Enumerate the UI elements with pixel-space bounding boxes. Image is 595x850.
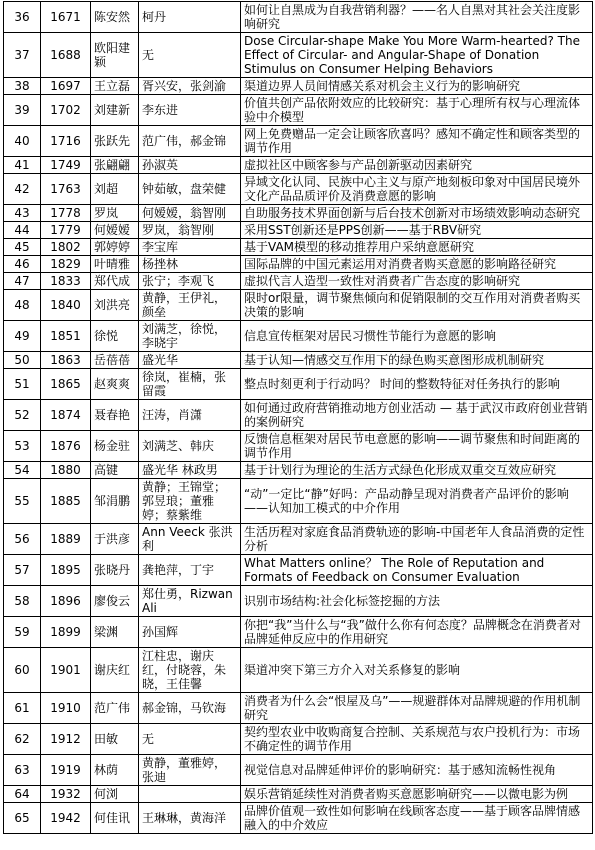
table-row (4, 755, 593, 786)
coauthors-cell (139, 786, 241, 803)
table-row (4, 33, 593, 78)
author-cell: 刘建新 (91, 95, 139, 126)
title-cell: 渠道边界人员间情感关系对机会主义行为的影响研究 (241, 78, 593, 95)
paper-id-cell: 1899 (41, 617, 91, 648)
table-row (4, 256, 593, 273)
title-cell: 生活历程对家庭食品消费轨迹的影响-中国老年人食品消费的定性分析 (241, 524, 593, 555)
title-cell: 基于计划行为理论的生活方式绿色化形成双重交互效应研究 (241, 462, 593, 479)
author-cell: 林荫 (91, 755, 139, 786)
paper-id-cell: 1702 (41, 95, 91, 126)
row-number-cell: 41 (4, 157, 41, 174)
row-number-cell: 50 (4, 352, 41, 369)
table-row (4, 524, 593, 555)
paper-id-cell: 1749 (41, 157, 91, 174)
table-row (4, 648, 593, 693)
row-number-cell: 63 (4, 755, 41, 786)
paper-id-cell: 1880 (41, 462, 91, 479)
row-number-cell: 52 (4, 400, 41, 431)
coauthors-cell: 钟茹敏，盘荣健 (139, 174, 241, 205)
coauthors-cell: 黄静，王伊礼，颜垒 (139, 290, 241, 321)
author-cell: 张跃先 (91, 126, 139, 157)
author-cell: 叶晴雅 (91, 256, 139, 273)
title-cell: 限时or限量，调节聚焦倾向和促销限制的交互作用对消费者购买决策的影响 (241, 290, 593, 321)
title-cell: 整点时刻更利于行动吗？ 时间的整数特征对任务执行的影响 (241, 369, 593, 400)
coauthors-cell: 范广伟，郝金锦 (139, 126, 241, 157)
row-number-cell: 45 (4, 239, 41, 256)
title-cell: 品牌价值观一致性如何影响在线顾客态度——基于顾客品牌情感融入的中介效应 (241, 803, 593, 834)
paper-id-cell: 1778 (41, 205, 91, 222)
author-cell: 张晓丹 (91, 555, 139, 586)
table-row (4, 555, 593, 586)
table-row (4, 126, 593, 157)
author-cell: 杨金驻 (91, 431, 139, 462)
author-cell: 何嫒嫒 (91, 222, 139, 239)
table-row (4, 290, 593, 321)
title-cell: 异域文化认同、民族中心主义与原产地刻板印象对中国居民境外文化产品品质评价及消费意愿的影响 (241, 174, 593, 205)
row-number-cell: 48 (4, 290, 41, 321)
coauthors-cell: 刘满芝，徐悦，李晓宇 (139, 321, 241, 352)
row-number-cell: 57 (4, 555, 41, 586)
title-cell: 你把“我”当什么与“我”做什么你有何态度？品牌概念在消费者对品牌延伸反应中的作用研究 (241, 617, 593, 648)
paper-id-cell: 1802 (41, 239, 91, 256)
row-number-cell: 42 (4, 174, 41, 205)
author-cell: 聂春艳 (91, 400, 139, 431)
paper-table (3, 1, 593, 834)
table-row (4, 431, 593, 462)
paper-id-cell: 1889 (41, 524, 91, 555)
table-row (4, 95, 593, 126)
coauthors-cell: 李东进 (139, 95, 241, 126)
title-cell: 娱乐营销延续性对消费者购买意愿影响研究——以微电影为例 (241, 786, 593, 803)
table-row (4, 157, 593, 174)
title-cell: 契约型农业中收购商复合控制、关系规范与农户投机行为：市场不确定性的调节作用 (241, 724, 593, 755)
coauthors-cell: 无 (139, 33, 241, 78)
row-number-cell: 59 (4, 617, 41, 648)
row-number-cell: 46 (4, 256, 41, 273)
row-number-cell: 40 (4, 126, 41, 157)
table-row (4, 78, 593, 95)
row-number-cell: 62 (4, 724, 41, 755)
author-cell: 张翩翩 (91, 157, 139, 174)
author-cell: 郑代成 (91, 273, 139, 290)
paper-id-cell: 1697 (41, 78, 91, 95)
title-cell: 网上免费赠品一定会让顾客欣喜吗？感知不确定性和顾客类型的调节作用 (241, 126, 593, 157)
coauthors-cell: Ann Veeck 张洪利 (139, 524, 241, 555)
title-cell: 渠道冲突下第三方介入对关系修复的影响 (241, 648, 593, 693)
title-cell: 虚拟社区中顾客参与产品创新驱动因素研究 (241, 157, 593, 174)
table-row (4, 222, 593, 239)
coauthors-cell: 黄静，董雅婷，张迪 (139, 755, 241, 786)
coauthors-cell: 何嫒嫒，翁智刚 (139, 205, 241, 222)
coauthors-cell: 罗岚，翁智刚 (139, 222, 241, 239)
paper-id-cell: 1912 (41, 724, 91, 755)
author-cell: 陈安然 (91, 2, 139, 33)
author-cell: 何浏 (91, 786, 139, 803)
table-row (4, 803, 593, 834)
table-row (4, 273, 593, 290)
title-cell: 识别市场结构:社会化标签挖掘的方法 (241, 586, 593, 617)
table-row (4, 2, 593, 33)
paper-id-cell: 1829 (41, 256, 91, 273)
coauthors-cell: 张宁；李观飞 (139, 273, 241, 290)
table-row (4, 174, 593, 205)
paper-id-cell: 1833 (41, 273, 91, 290)
coauthors-cell: 郝金锦，马钦海 (139, 693, 241, 724)
coauthors-cell: 徐岚，崔楠，张留霞 (139, 369, 241, 400)
table-row (4, 586, 593, 617)
coauthors-cell: 江柱忠，谢庆红，付晓蓉，朱晓，王佳馨 (139, 648, 241, 693)
paper-id-cell: 1840 (41, 290, 91, 321)
paper-id-cell: 1885 (41, 479, 91, 524)
title-cell: 采用SST创新还是PPS创新——基于RBV研究 (241, 222, 593, 239)
row-number-cell: 44 (4, 222, 41, 239)
table-row (4, 479, 593, 524)
paper-id-cell: 1865 (41, 369, 91, 400)
title-cell: “动”一定比“静”好吗：产品动静呈现对消费者产品评价的影响——认知加工模式的中介作用 (241, 479, 593, 524)
row-number-cell: 39 (4, 95, 41, 126)
row-number-cell: 64 (4, 786, 41, 803)
table-row (4, 786, 593, 803)
paper-id-cell: 1932 (41, 786, 91, 803)
paper-id-cell: 1874 (41, 400, 91, 431)
title-cell: 基于VAM模型的移动推荐用户采纳意愿研究 (241, 239, 593, 256)
row-number-cell: 61 (4, 693, 41, 724)
title-cell: 消费者为什么会“恨屋及乌”——规避群体对品牌规避的作用机制研究 (241, 693, 593, 724)
author-cell: 何佳讯 (91, 803, 139, 834)
row-number-cell: 38 (4, 78, 41, 95)
row-number-cell: 49 (4, 321, 41, 352)
author-cell: 谢庆红 (91, 648, 139, 693)
coauthors-cell: 盛光华 (139, 352, 241, 369)
paper-id-cell: 1763 (41, 174, 91, 205)
author-cell: 田敏 (91, 724, 139, 755)
coauthors-cell: 汪涛，肖潇 (139, 400, 241, 431)
paper-id-cell: 1779 (41, 222, 91, 239)
row-number-cell: 58 (4, 586, 41, 617)
row-number-cell: 47 (4, 273, 41, 290)
table-row (4, 352, 593, 369)
title-cell: 视觉信息对品牌延伸评价的影响研究：基于感知流畅性视角 (241, 755, 593, 786)
paper-id-cell: 1671 (41, 2, 91, 33)
table-row (4, 400, 593, 431)
author-cell: 罗岚 (91, 205, 139, 222)
author-cell: 徐悦 (91, 321, 139, 352)
author-cell: 邹涓鹏 (91, 479, 139, 524)
coauthors-cell: 杨挫林 (139, 256, 241, 273)
paper-id-cell: 1863 (41, 352, 91, 369)
title-cell: 如何让自黑成为自我营销利器？——名人自黑对其社会关注度影响研究 (241, 2, 593, 33)
author-cell: 高键 (91, 462, 139, 479)
title-cell: 价值共创产品依附效应的比较研究：基于心理所有权与心理流体验中介模型 (241, 95, 593, 126)
paper-id-cell: 1942 (41, 803, 91, 834)
paper-id-cell: 1919 (41, 755, 91, 786)
author-cell: 于洪彦 (91, 524, 139, 555)
table-row (4, 617, 593, 648)
coauthors-cell: 黄静；王锦堂；郭昱琅；董雅婷；蔡紫维 (139, 479, 241, 524)
coauthors-cell: 龚艳萍，丁宇 (139, 555, 241, 586)
row-number-cell: 60 (4, 648, 41, 693)
table-row (4, 321, 593, 352)
paper-id-cell: 1688 (41, 33, 91, 78)
table-row (4, 724, 593, 755)
author-cell: 欧阳建颖 (91, 33, 139, 78)
coauthors-cell: 柯丹 (139, 2, 241, 33)
table-row (4, 205, 593, 222)
title-cell: 如何通过政府营销推动地方创业活动 — 基于武汉市政府创业营销的案例研究 (241, 400, 593, 431)
row-number-cell: 54 (4, 462, 41, 479)
coauthors-cell: 郑仕勇，Rizwan Ali (139, 586, 241, 617)
author-cell: 刘洪亮 (91, 290, 139, 321)
coauthors-cell: 胥兴安，张剑渝 (139, 78, 241, 95)
paper-id-cell: 1876 (41, 431, 91, 462)
author-cell: 刘超 (91, 174, 139, 205)
row-number-cell: 37 (4, 33, 41, 78)
coauthors-cell: 盛光华 林政男 (139, 462, 241, 479)
paper-id-cell: 1910 (41, 693, 91, 724)
author-cell: 赵爽爽 (91, 369, 139, 400)
paper-id-cell: 1896 (41, 586, 91, 617)
row-number-cell: 55 (4, 479, 41, 524)
author-cell: 廖俊云 (91, 586, 139, 617)
paper-table-body (4, 2, 593, 834)
coauthors-cell: 孙淑英 (139, 157, 241, 174)
paper-id-cell: 1851 (41, 321, 91, 352)
coauthors-cell: 刘满芝、韩庆 (139, 431, 241, 462)
row-number-cell: 36 (4, 2, 41, 33)
author-cell: 梁渊 (91, 617, 139, 648)
title-cell: 虚拟代言人造型一致性对消费者广告态度的影响研究 (241, 273, 593, 290)
coauthors-cell: 李宝库 (139, 239, 241, 256)
row-number-cell: 43 (4, 205, 41, 222)
title-cell: 基于认知—情感交互作用下的绿色购买意图形成机制研究 (241, 352, 593, 369)
row-number-cell: 51 (4, 369, 41, 400)
paper-id-cell: 1895 (41, 555, 91, 586)
paper-id-cell: 1716 (41, 126, 91, 157)
title-cell: 信息宣传框架对居民习惯性节能行为意愿的影响 (241, 321, 593, 352)
table-row (4, 369, 593, 400)
row-number-cell: 65 (4, 803, 41, 834)
row-number-cell: 56 (4, 524, 41, 555)
title-cell: What Matters online？ The Role of Reputation and Formats of Feedback on Consumer Evaluation (241, 555, 593, 586)
author-cell: 王立磊 (91, 78, 139, 95)
author-cell: 郭婷婷 (91, 239, 139, 256)
title-cell: Dose Circular-shape Make You More Warm-hearted? The Effect of Circular- and Angular-Shape of Donation Stimulus on Consumer Helping Behaviors (241, 33, 593, 78)
coauthors-cell: 无 (139, 724, 241, 755)
title-cell: 反馈信息框架对居民节电意愿的影响——调节聚焦和时间距离的调节作用 (241, 431, 593, 462)
author-cell: 岳蓓蓓 (91, 352, 139, 369)
paper-id-cell: 1901 (41, 648, 91, 693)
coauthors-cell: 孙国辉 (139, 617, 241, 648)
table-row (4, 239, 593, 256)
author-cell: 范广伟 (91, 693, 139, 724)
table-row (4, 693, 593, 724)
coauthors-cell: 王琳琳，黄海洋 (139, 803, 241, 834)
row-number-cell: 53 (4, 431, 41, 462)
title-cell: 国际品牌的中国元素运用对消费者购买意愿的影响路径研究 (241, 256, 593, 273)
title-cell: 自助服务技术界面创新与后台技术创新对市场绩效影响动态研究 (241, 205, 593, 222)
table-row (4, 462, 593, 479)
